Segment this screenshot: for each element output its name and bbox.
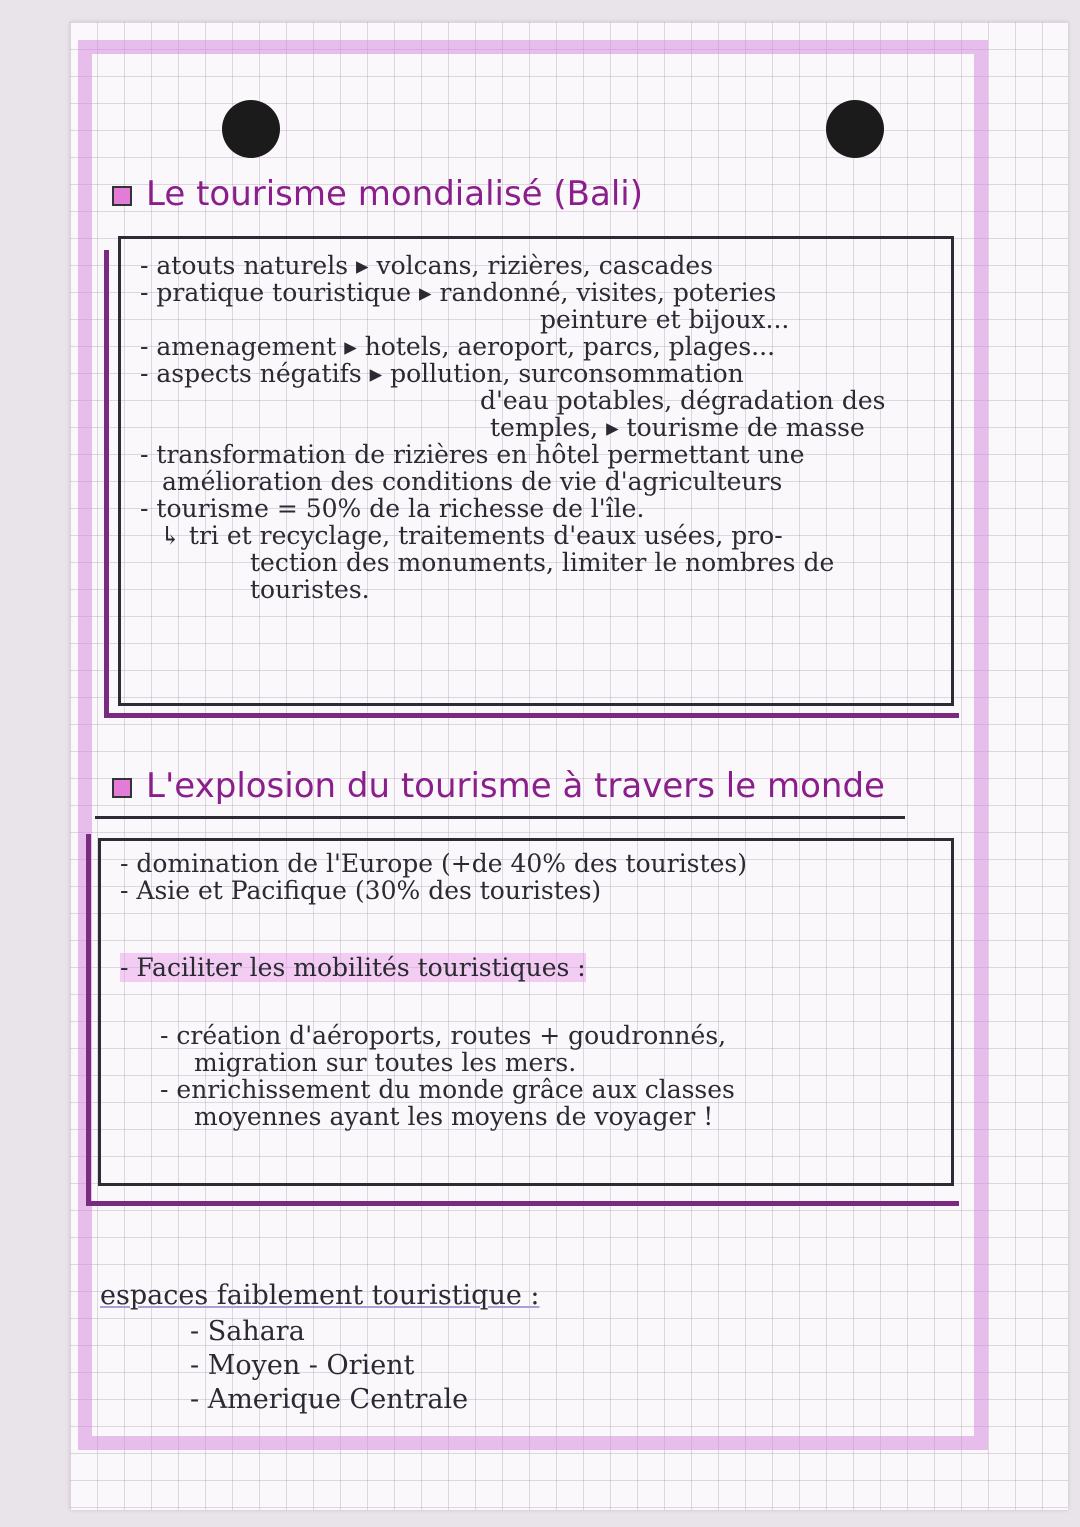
s1-line: - tourisme = 50% de la richesse de l'île. xyxy=(140,494,645,523)
section2-title: L'explosion du tourisme à travers le monde xyxy=(112,766,885,806)
s1-line: - aspects négatifs ▸ pollution, surconsommation xyxy=(140,359,744,388)
s1-line: ↳ tri et recyclage, traitements d'eaux usées, pro- xyxy=(160,521,783,550)
section3-items xyxy=(190,1318,468,1420)
section1-lines xyxy=(140,252,885,603)
s2-line: - enrichissement du monde grâce aux classes xyxy=(160,1075,735,1104)
section2-lines-a xyxy=(120,850,747,904)
s3-item: - Moyen - Orient xyxy=(190,1350,415,1381)
section2-underline xyxy=(95,816,905,819)
section3-heading: espaces faiblement touristique : xyxy=(100,1280,540,1311)
s1-line: temples, ▸ tourisme de masse xyxy=(490,413,865,442)
punch-hole-right xyxy=(826,100,884,158)
s2-line: - domination de l'Europe (+de 40% des touristes) xyxy=(120,849,747,878)
section1-accent-vertical xyxy=(104,250,109,718)
bullet-icon xyxy=(112,186,132,206)
s1-line: peinture et bijoux... xyxy=(540,305,790,334)
s1-line: touristes. xyxy=(250,575,370,604)
s1-line: d'eau potables, dégradation des xyxy=(480,386,886,415)
section2-accent-vertical xyxy=(86,834,91,1206)
s1-line: tection des monuments, limiter le nombres de xyxy=(250,548,835,577)
s1-line: - transformation de rizières en hôtel permettant une xyxy=(140,440,805,469)
section1-title: Le tourisme mondialisé (Bali) xyxy=(112,174,643,214)
section2-lines-b xyxy=(160,1022,735,1130)
section2-accent-horizontal xyxy=(86,1201,959,1206)
s1-line: amélioration des conditions de vie d'agriculteurs xyxy=(162,467,783,496)
s3-item: - Amerique Centrale xyxy=(190,1384,469,1415)
punch-hole-left xyxy=(222,100,280,158)
s3-item: - Sahara xyxy=(190,1316,305,1347)
s2-line: migration sur toutes les mers. xyxy=(194,1048,577,1077)
s2-line: moyennes ayant les moyens de voyager ! xyxy=(194,1102,714,1131)
bullet-icon xyxy=(112,778,132,798)
section1-accent-horizontal xyxy=(104,713,959,718)
s1-line: - amenagement ▸ hotels, aeroport, parcs, plages... xyxy=(140,332,776,361)
s2-line: - Asie et Pacifique (30% des touristes) xyxy=(120,876,602,905)
s2-line: - création d'aéroports, routes + goudronnés, xyxy=(160,1021,727,1050)
s1-line: - pratique touristique ▸ randonné, visites, poteries xyxy=(140,278,777,307)
s1-line: - atouts naturels ▸ volcans, rizières, cascades xyxy=(140,251,714,280)
section2-subheading: - Faciliter les mobilités touristiques : xyxy=(120,953,586,982)
